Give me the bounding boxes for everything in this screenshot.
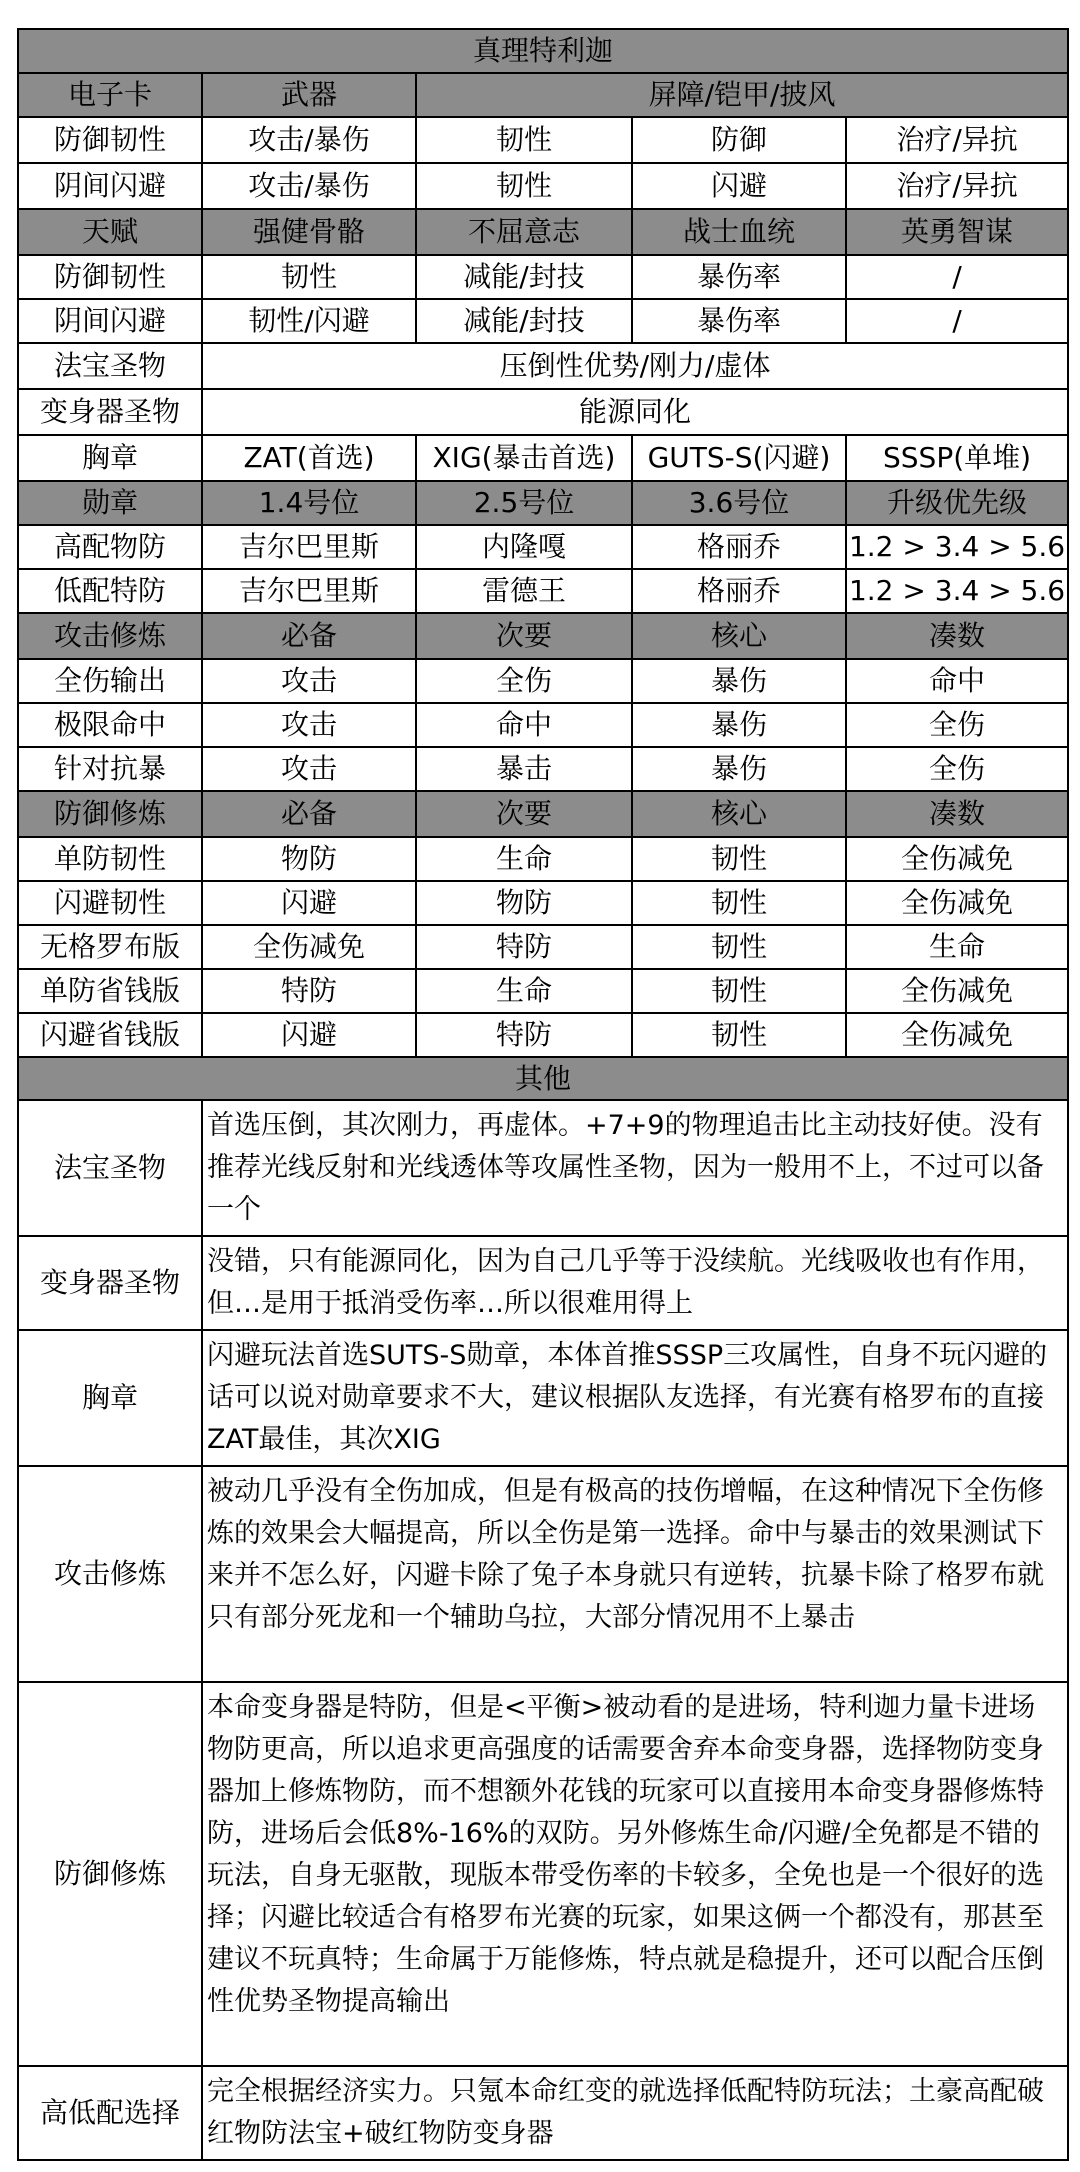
header-cell: 凑数 <box>846 613 1068 659</box>
table-cell: 吉尔巴里斯 <box>202 525 416 569</box>
table-row <box>18 299 1068 343</box>
table-cell: 韧性 <box>632 969 846 1013</box>
table-cell: 减能/封技 <box>416 255 632 299</box>
table-cell: 全伤减免 <box>202 925 416 969</box>
row-label: 单防韧性 <box>18 837 202 881</box>
table-cell: 全伤减免 <box>846 837 1068 881</box>
header-cell: 天赋 <box>18 209 202 255</box>
header-cell: 次要 <box>416 791 632 837</box>
row-label: 防御韧性 <box>18 255 202 299</box>
table-cell: 命中 <box>846 659 1068 703</box>
header-cell: 防御修炼 <box>18 791 202 837</box>
table-cell: 全伤减免 <box>846 881 1068 925</box>
row-label: 变身器圣物 <box>18 389 202 435</box>
table-row <box>18 525 1068 569</box>
talent-header-row <box>18 209 1068 255</box>
table-cell: 特防 <box>416 1013 632 1057</box>
medal-header-row <box>18 481 1068 525</box>
title-row <box>18 29 1068 73</box>
table-row <box>18 659 1068 703</box>
note-row <box>18 1100 1068 1236</box>
row-label: 无格罗布版 <box>18 925 202 969</box>
table-row <box>18 163 1068 209</box>
table-cell: 全伤 <box>846 747 1068 791</box>
table-cell: 减能/封技 <box>416 299 632 343</box>
section-header: 其他 <box>18 1057 1068 1100</box>
note-label: 防御修炼 <box>18 1682 202 2066</box>
table-cell: 暴击 <box>416 747 632 791</box>
table-cell: 雷德王 <box>416 569 632 613</box>
badge-row <box>18 435 1068 481</box>
table-cell: 生命 <box>416 969 632 1013</box>
table-cell: 韧性 <box>202 255 416 299</box>
table-row <box>18 837 1068 881</box>
header-cell: 武器 <box>202 73 416 117</box>
table-cell: 攻击/暴伤 <box>202 117 416 163</box>
table-cell: 治疗/异抗 <box>846 117 1068 163</box>
note-text: 完全根据经济实力。只氪本命红变的就选择低配特防玩法；土豪高配破红物防法宝+破红物防变身器 <box>202 2066 1068 2160</box>
header-cell: 次要 <box>416 613 632 659</box>
table-cell: 攻击 <box>202 659 416 703</box>
table-row <box>18 255 1068 299</box>
header-cell: 升级优先级 <box>846 481 1068 525</box>
header-cell: 屏障/铠甲/披风 <box>416 73 1068 117</box>
row-label: 阴间闪避 <box>18 299 202 343</box>
table-cell: 闪避 <box>202 881 416 925</box>
table-cell: 韧性 <box>632 925 846 969</box>
table-row <box>18 881 1068 925</box>
table-cell: 全伤减免 <box>846 969 1068 1013</box>
relic-row <box>18 389 1068 435</box>
header-cell: 攻击修炼 <box>18 613 202 659</box>
note-text: 本命变身器是特防，但是<平衡>被动看的是进场，特利迦力量卡进场物防更高，所以追求更高强度的话需要舍弃本命变身器，选择物防变身器加上修炼物防，而不想额外花钱的玩家可以直接用本命变身器修炼特防，进场后会低8%-16%的双防。另外修炼生命/闪避/全免都是不错的玩法，自身无驱散，现版本带受伤率的卡较多，全免也是一个很好的选择；闪避比较适合有格罗布光赛的玩家，如果这俩一个都没有，那甚至建议不玩真特；生命属于万能修炼，特点就是稳提升，还可以配合压倒性优势圣物提高输出 <box>202 1682 1068 2066</box>
header-cell: 凑数 <box>846 791 1068 837</box>
table-cell: 能源同化 <box>202 389 1068 435</box>
table-cell: / <box>846 299 1068 343</box>
table-cell: 1.2 > 3.4 > 5.6 <box>846 569 1068 613</box>
table-row <box>18 925 1068 969</box>
row-label: 高配物防 <box>18 525 202 569</box>
table-cell: 防御 <box>632 117 846 163</box>
table-row <box>18 969 1068 1013</box>
table-row <box>18 1013 1068 1057</box>
table-cell: / <box>846 255 1068 299</box>
table-cell: 吉尔巴里斯 <box>202 569 416 613</box>
note-text: 被动几乎没有全伤加成，但是有极高的技伤增幅，在这种情况下全伤修炼的效果会大幅提高，所以全伤是第一选择。命中与暴击的效果测试下来并不怎么好，闪避卡除了兔子本身就只有逆转，抗暴卡除了格罗布就只有部分死龙和一个辅助乌拉，大部分情况用不上暴击 <box>202 1466 1068 1682</box>
build-guide-sheet <box>17 28 1067 2161</box>
note-row <box>18 1330 1068 1466</box>
note-text: 闪避玩法首选SUTS-S勋章，本体首推SSSP三攻属性，自身不玩闪避的话可以说对勋章要求不大，建议根据队友选择，有光赛有格罗布的直接ZAT最佳，其次XIG <box>202 1330 1068 1466</box>
header-cell: 3.6号位 <box>632 481 846 525</box>
header-cell: 不屈意志 <box>416 209 632 255</box>
table-cell: 命中 <box>416 703 632 747</box>
page-title: 真理特利迦 <box>18 29 1068 73</box>
table-cell: 特防 <box>202 969 416 1013</box>
table-cell: SSSP(单堆) <box>846 435 1068 481</box>
row-label: 低配特防 <box>18 569 202 613</box>
table-cell: 闪避 <box>202 1013 416 1057</box>
table-cell: 韧性 <box>632 881 846 925</box>
table-cell: 韧性 <box>416 117 632 163</box>
table-cell: 暴伤率 <box>632 299 846 343</box>
table-cell: 暴伤率 <box>632 255 846 299</box>
header-cell: 2.5号位 <box>416 481 632 525</box>
header-cell: 电子卡 <box>18 73 202 117</box>
row-label: 单防省钱版 <box>18 969 202 1013</box>
note-label: 变身器圣物 <box>18 1236 202 1330</box>
table-cell: 韧性 <box>632 1013 846 1057</box>
note-row <box>18 2066 1068 2160</box>
note-text: 没错，只有能源同化，因为自己几乎等于没续航。光线吸收也有作用，但…是用于抵消受伤率…所以很难用得上 <box>202 1236 1068 1330</box>
row-label: 闪避省钱版 <box>18 1013 202 1057</box>
header-cell: 必备 <box>202 791 416 837</box>
table-cell: 格丽乔 <box>632 569 846 613</box>
header-cell: 勋章 <box>18 481 202 525</box>
row-label: 针对抗暴 <box>18 747 202 791</box>
table-cell: 暴伤 <box>632 703 846 747</box>
row-label: 闪避韧性 <box>18 881 202 925</box>
table-row <box>18 703 1068 747</box>
header-cell: 1.4号位 <box>202 481 416 525</box>
table-row <box>18 747 1068 791</box>
header-cell: 战士血统 <box>632 209 846 255</box>
row-label: 胸章 <box>18 435 202 481</box>
note-label: 攻击修炼 <box>18 1466 202 1682</box>
header-cell: 强健骨骼 <box>202 209 416 255</box>
table-cell: 生命 <box>846 925 1068 969</box>
table-cell: 全伤 <box>416 659 632 703</box>
table-cell: 内隆嘎 <box>416 525 632 569</box>
table-cell: 1.2 > 3.4 > 5.6 <box>846 525 1068 569</box>
note-row <box>18 1466 1068 1682</box>
table-cell: 全伤减免 <box>846 1013 1068 1057</box>
table-cell: 压倒性优势/刚力/虚体 <box>202 343 1068 389</box>
table-row <box>18 569 1068 613</box>
table-cell: 闪避 <box>632 163 846 209</box>
table-cell: 治疗/异抗 <box>846 163 1068 209</box>
row-label: 阴间闪避 <box>18 163 202 209</box>
table-cell: GUTS-S(闪避) <box>632 435 846 481</box>
table-cell: 攻击/暴伤 <box>202 163 416 209</box>
table-cell: 攻击 <box>202 747 416 791</box>
header-cell: 必备 <box>202 613 416 659</box>
table-cell: 韧性/闪避 <box>202 299 416 343</box>
table-row <box>18 117 1068 163</box>
table-cell: 特防 <box>416 925 632 969</box>
table-cell: 物防 <box>202 837 416 881</box>
table-cell: 韧性 <box>632 837 846 881</box>
other-header-row <box>18 1057 1068 1100</box>
header-cell: 核心 <box>632 791 846 837</box>
attack-training-header-row <box>18 613 1068 659</box>
table-cell: 暴伤 <box>632 747 846 791</box>
note-row <box>18 1682 1068 2066</box>
table-cell: 生命 <box>416 837 632 881</box>
table-cell: 暴伤 <box>632 659 846 703</box>
table-cell: 攻击 <box>202 703 416 747</box>
table-cell: 全伤 <box>846 703 1068 747</box>
row-label: 全伤输出 <box>18 659 202 703</box>
row-label: 法宝圣物 <box>18 343 202 389</box>
loadout-header-row <box>18 73 1068 117</box>
header-cell: 核心 <box>632 613 846 659</box>
row-label: 极限命中 <box>18 703 202 747</box>
table-cell: ZAT(首选) <box>202 435 416 481</box>
build-table <box>17 28 1069 2161</box>
defense-training-header-row <box>18 791 1068 837</box>
row-label: 防御韧性 <box>18 117 202 163</box>
relic-row <box>18 343 1068 389</box>
table-cell: 韧性 <box>416 163 632 209</box>
note-label: 胸章 <box>18 1330 202 1466</box>
table-cell: 格丽乔 <box>632 525 846 569</box>
note-row <box>18 1236 1068 1330</box>
note-text: 首选压倒，其次刚力，再虚体。+7+9的物理追击比主动技好使。没有推荐光线反射和光线透体等攻属性圣物，因为一般用不上，不过可以备一个 <box>202 1100 1068 1236</box>
header-cell: 英勇智谋 <box>846 209 1068 255</box>
note-label: 高低配选择 <box>18 2066 202 2160</box>
table-cell: 物防 <box>416 881 632 925</box>
note-label: 法宝圣物 <box>18 1100 202 1236</box>
table-cell: XIG(暴击首选) <box>416 435 632 481</box>
